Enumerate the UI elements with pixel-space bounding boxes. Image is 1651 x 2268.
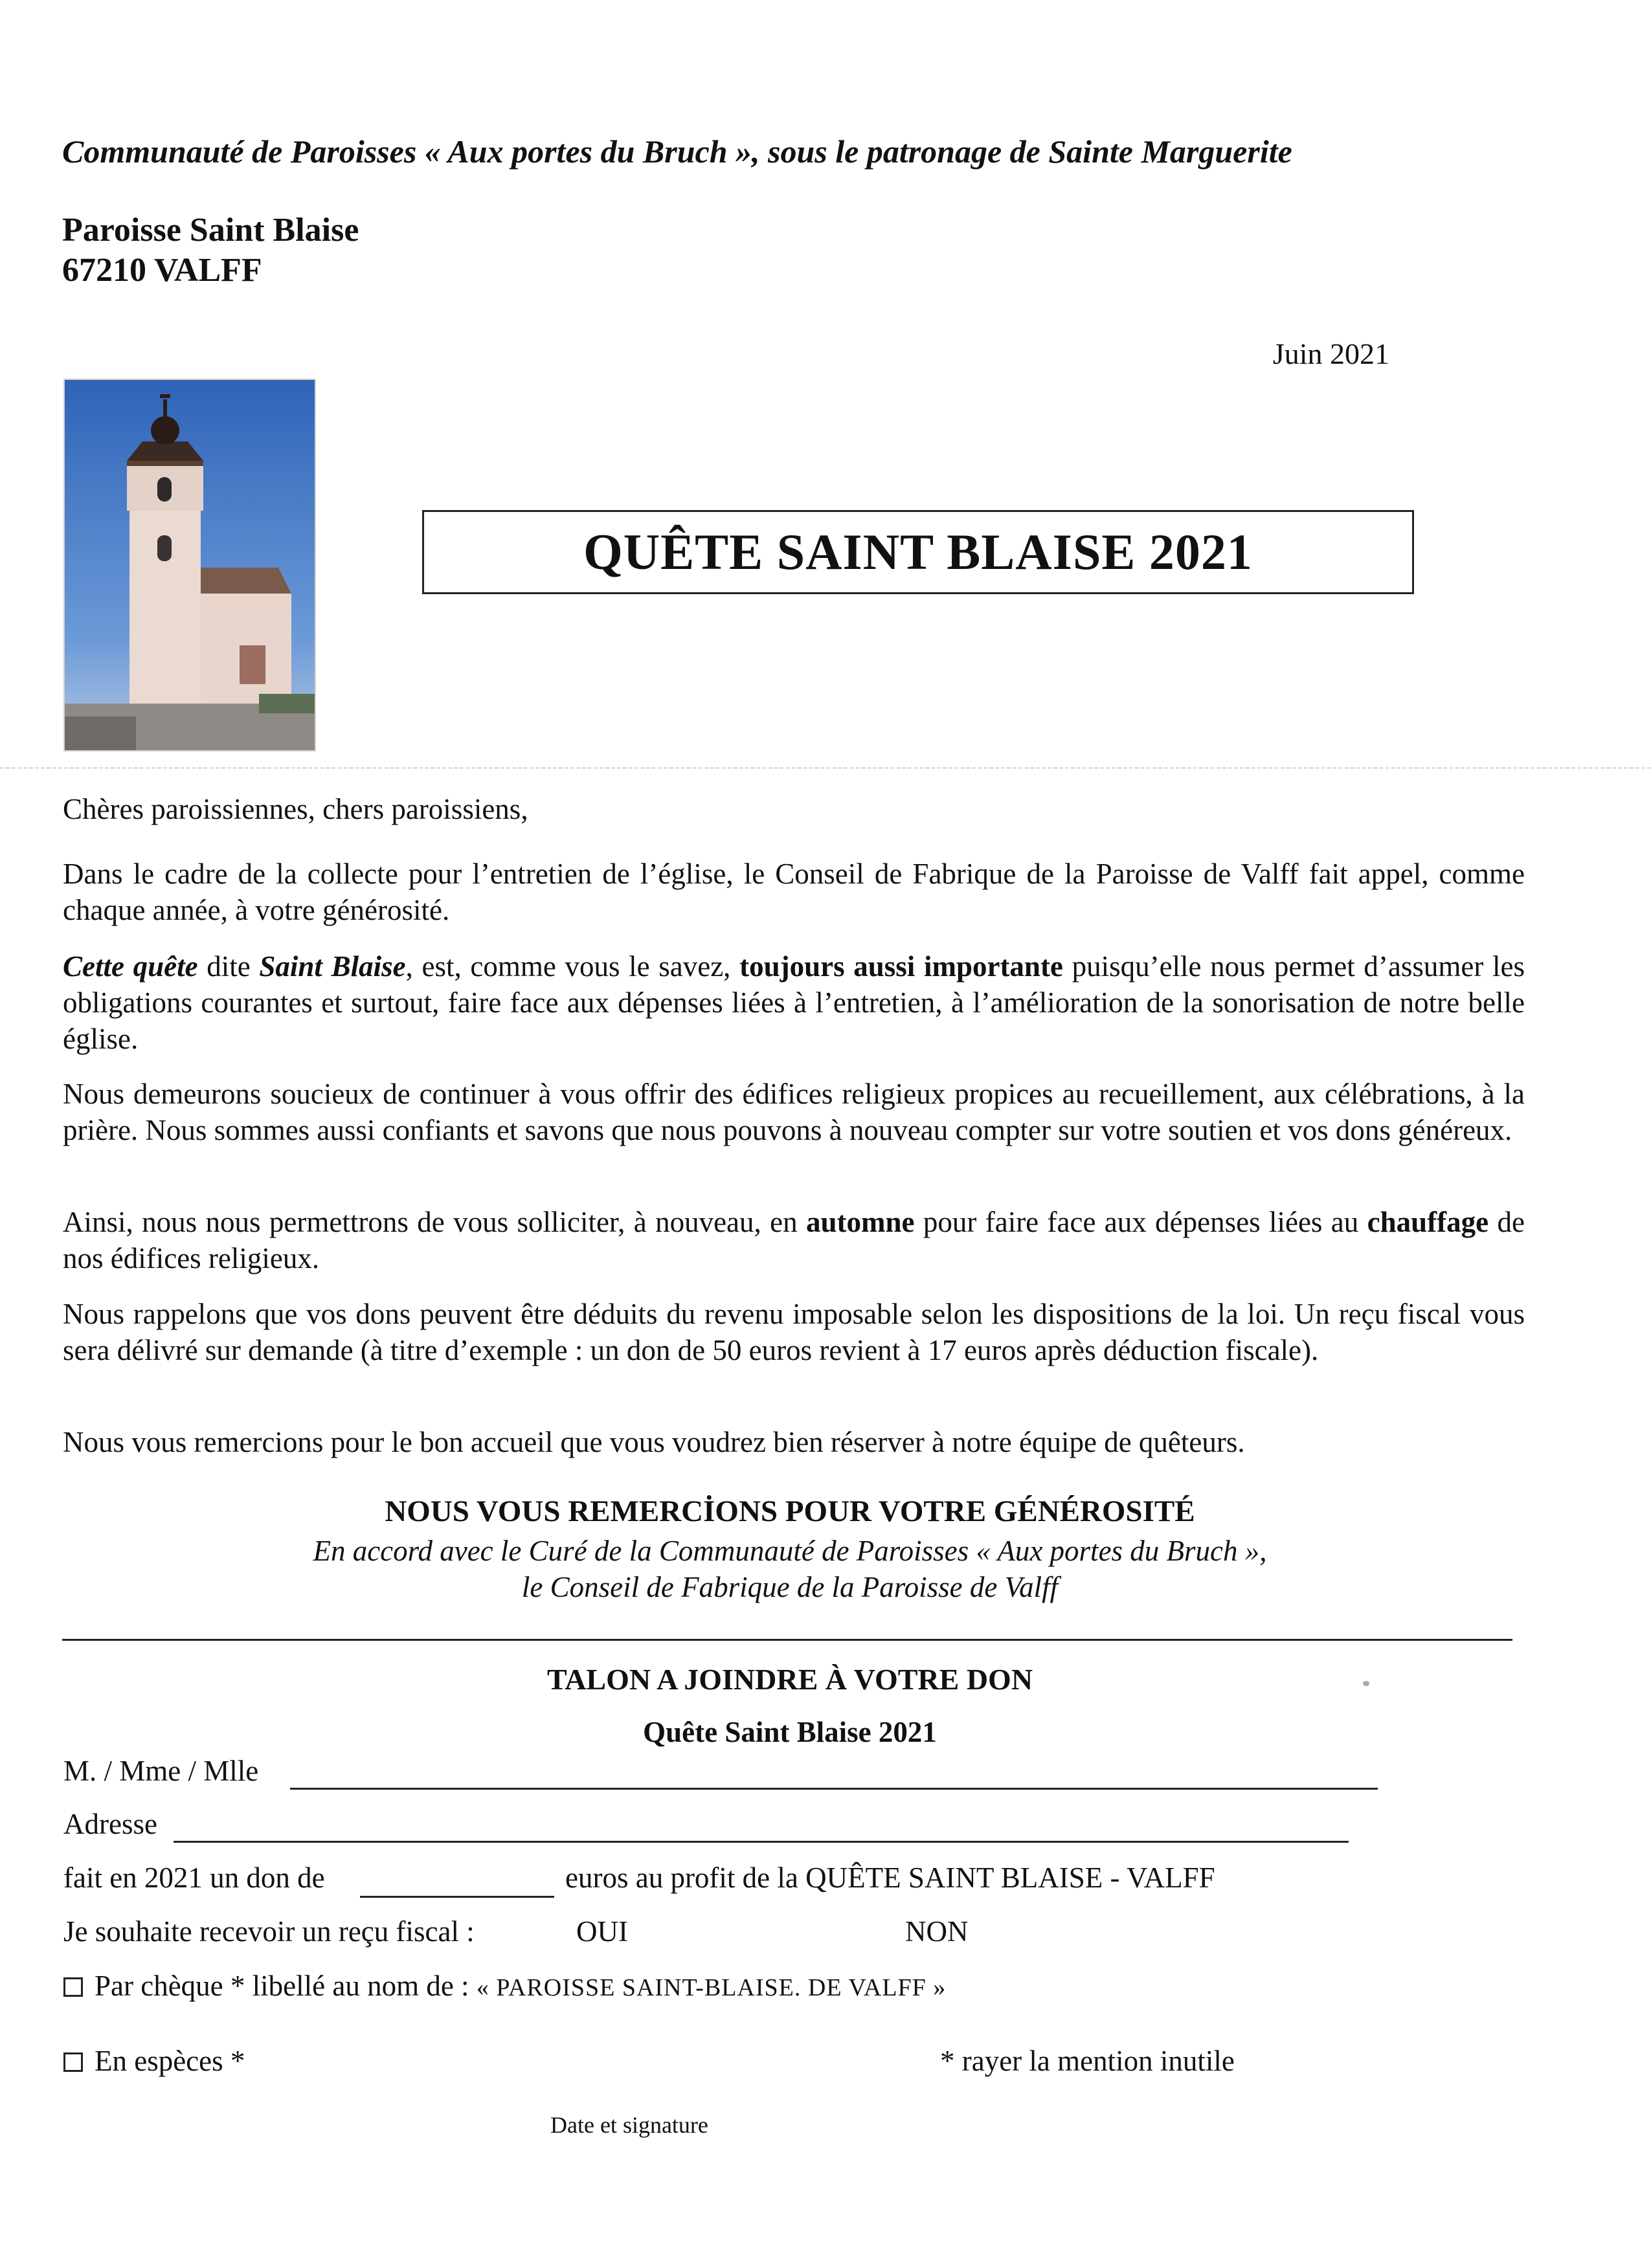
- church-photo: [63, 379, 316, 751]
- greeting: Chères paroissiennes, chers paroissiens,: [63, 793, 528, 825]
- p2-bold: toujours aussi importante: [739, 950, 1063, 983]
- paragraph-3: Nous demeurons soucieux de continuer à vous offrir des édifices religieux propices au recueillement, aux célébrations, à la prière. Nous sommes aussi confiants et savons que nous pouvons à nouveau compter sur votre soutien et vos dons généreux.: [63, 1078, 1525, 1146]
- cash-option[interactable]: [63, 2044, 245, 2078]
- parish-name: Paroisse Saint Blaise: [62, 212, 359, 249]
- paragraph-4: [63, 1204, 1525, 1276]
- thanks-title: NOUS VOUS REMERCİONS POUR VOTRE GÉNÉROSITÉ: [385, 1495, 1195, 1528]
- strike-note: * rayer la mention inutile: [940, 2045, 1235, 2077]
- cheque-label: Par chèque * libellé au nom de :: [95, 1970, 469, 2002]
- page-title: QUÊTE SAINT BLAISE 2021: [422, 510, 1414, 594]
- name-field-line[interactable]: [290, 1788, 1378, 1790]
- donation-amount-line[interactable]: [360, 1896, 554, 1898]
- receipt-label: Je souhaite recevoir un reçu fiscal :: [63, 1915, 475, 1948]
- paragraph-5: Nous rappelons que vos dons peuvent être déduits du revenu imposable selon les dispositions de la loi. Un reçu fiscal vous sera délivré sur demande (à titre d’exemple : un don de 50 euros revient à 17 euros après déduction fiscale).: [63, 1298, 1525, 1366]
- thanks-line-2: le Conseil de Fabrique de la Paroisse de Valff: [521, 1571, 1059, 1603]
- parish-city: 67210 VALFF: [62, 252, 262, 289]
- p2-italic-1: Cette quête: [63, 950, 198, 983]
- paragraph-1: Dans le cadre de la collecte pour l’entretien de l’église, le Conseil de Fabrique de la Paroisse de Valff fait appel, comme chaque année, à votre générosité.: [63, 858, 1525, 926]
- name-field-label: M. / Mme / Mlle: [63, 1755, 259, 1787]
- p4-bold-1: automne: [806, 1206, 915, 1238]
- thanks-subtitle: [0, 1533, 1580, 1605]
- donation-prefix: fait en 2021 un don de: [63, 1862, 325, 1894]
- receipt-no-option[interactable]: NON: [905, 1915, 969, 1948]
- scan-speck: [1363, 1681, 1369, 1686]
- section-rule: [62, 1639, 1512, 1641]
- parish-address: [62, 210, 359, 291]
- paragraph-2: [63, 948, 1525, 1057]
- p4-text-2: pour faire face aux dépenses liées au: [914, 1206, 1367, 1238]
- p4-text-1: Ainsi, nous nous permettrons de vous solliciter, à nouveau, en: [63, 1206, 806, 1238]
- talon-subtitle: Quête Saint Blaise 2021: [643, 1716, 937, 1748]
- community-header: Communauté de Paroisses « Aux portes du Bruch », sous le patronage de Sainte Marguerite: [62, 133, 1292, 170]
- donation-suffix: euros au profit de la QUÊTE SAINT BLAISE - VALFF: [565, 1862, 1215, 1894]
- p2-text-3: puisqu’elle nous permet d’assumer les obligations courantes et surtout, faire face aux dépenses liées à l’entretien, à l’amélioration de la sonorisation de notre belle église.: [63, 950, 1525, 1055]
- date-signature-label: Date et signature: [550, 2112, 708, 2138]
- fold-divider: [0, 767, 1651, 769]
- p2-text-2: , est, comme vous le savez,: [405, 950, 740, 983]
- thanks-line-1: En accord avec le Curé de la Communauté de Paroisses « Aux portes du Bruch »,: [313, 1535, 1267, 1567]
- cash-label: En espèces *: [95, 2045, 245, 2077]
- cheque-option[interactable]: [63, 1969, 946, 2003]
- cash-checkbox[interactable]: [63, 2052, 83, 2072]
- letter-date: Juin 2021: [1272, 337, 1389, 370]
- talon-title: TALON A JOINDRE À VOTRE DON: [546, 1663, 1033, 1696]
- p4-text-3: de nos édifices religieux.: [63, 1206, 1525, 1274]
- receipt-yes-option[interactable]: OUI: [576, 1915, 628, 1948]
- address-field-label: Adresse: [63, 1808, 157, 1840]
- p2-text-1: dite: [197, 950, 260, 983]
- paragraph-6: Nous vous remercions pour le bon accueil que vous voudrez bien réserver à notre équipe de quêteurs.: [63, 1426, 1245, 1458]
- address-field-line[interactable]: [174, 1841, 1349, 1843]
- cheque-payee: « PAROISSE SAINT-BLAISE. DE VALFF »: [476, 1974, 947, 2001]
- cheque-checkbox[interactable]: [63, 1977, 83, 1997]
- p2-italic-2: Saint Blaise: [259, 950, 406, 983]
- p4-bold-2: chauffage: [1367, 1206, 1489, 1238]
